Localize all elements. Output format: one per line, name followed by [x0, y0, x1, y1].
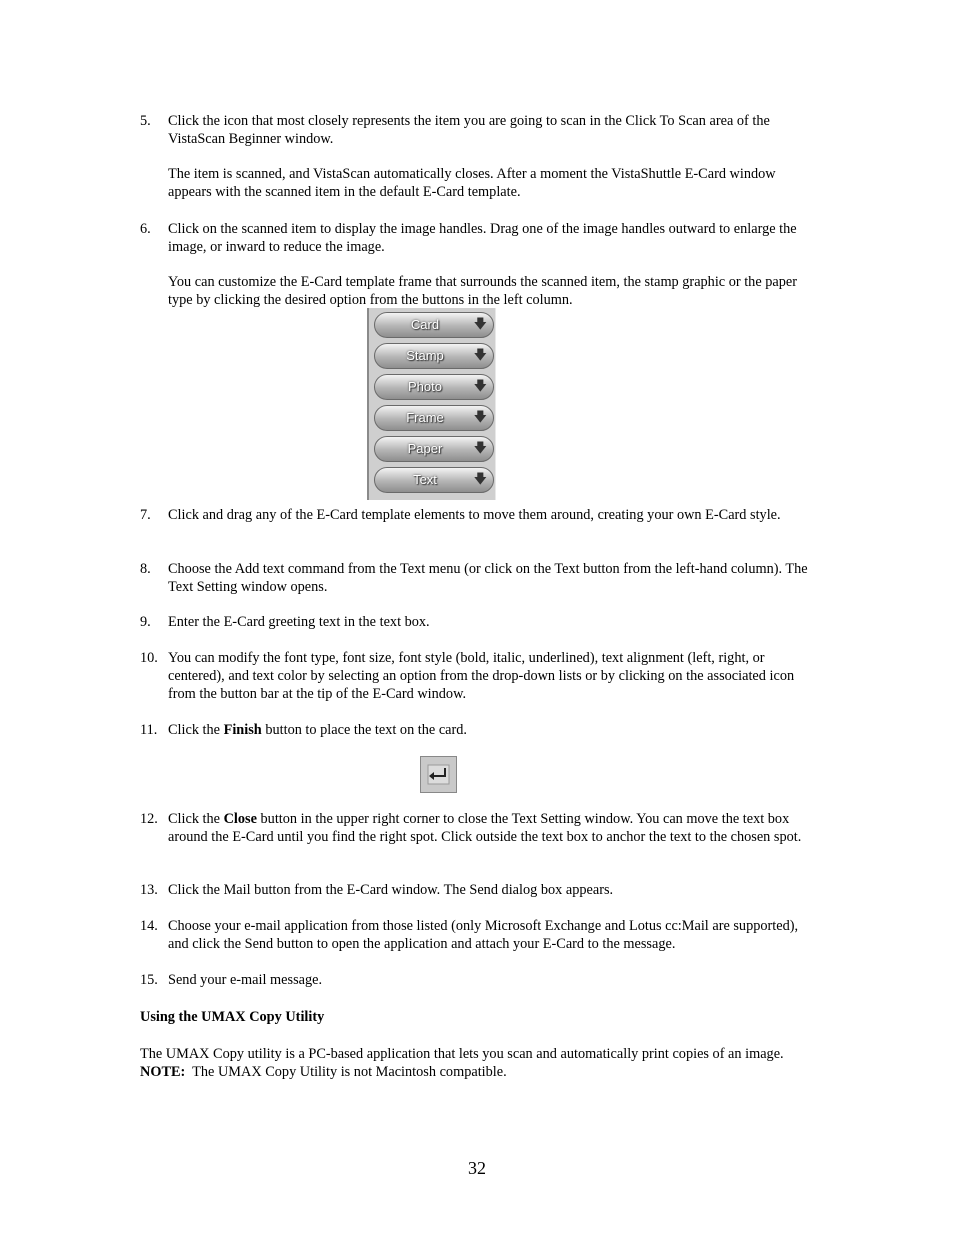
step-text: Enter the E-Card greeting text in the text box. — [168, 614, 430, 630]
step-text — [168, 810, 820, 846]
finish-button-icon — [420, 756, 457, 793]
step-10 — [140, 649, 820, 703]
button-label: Card — [410, 317, 440, 332]
step-11 — [140, 721, 820, 739]
enter-arrow-icon — [421, 757, 456, 792]
step-number: 11. — [140, 722, 158, 738]
step-text: Click on the scanned item to display the image handles. Drag one of the image handles outward to enlarge the image, or inward to reduce the image. — [168, 221, 797, 255]
button-label: Text — [413, 472, 437, 487]
step-number: 15. — [140, 972, 158, 988]
step-text: Click the Mail button from the E-Card window. The Send dialog box appears. — [168, 882, 614, 898]
step-text: Send your e-mail message. — [168, 972, 323, 988]
step-number: 8. — [140, 561, 151, 577]
step-number: 14. — [140, 918, 158, 934]
step-number: 9. — [140, 614, 151, 630]
step-text-pre: Click the — [168, 811, 224, 827]
step-number: 5. — [140, 113, 151, 129]
finish-label: Finish — [223, 722, 262, 738]
step-number: 10. — [140, 650, 158, 666]
step-8 — [140, 560, 820, 596]
section-intro: The UMAX Copy utility is a PC-based application that lets you scan and automatically print copies of an image. — [140, 1046, 784, 1062]
button-label: Frame — [406, 410, 444, 425]
down-arrow-icon: 🡇 — [473, 472, 487, 487]
step-text: You can customize the E-Card template frame that surrounds the scanned item, the stamp graphic or the paper type by clicking the desired option from the buttons in the left column. — [168, 274, 797, 308]
step-text-post: button to place the text on the card. — [261, 722, 468, 738]
step-5 — [140, 112, 820, 201]
down-arrow-icon: 🡇 — [473, 317, 487, 332]
card-button[interactable] — [374, 312, 494, 338]
step-7 — [140, 506, 820, 524]
step-number: 7. — [140, 507, 151, 523]
section-body — [140, 1045, 820, 1081]
step-14 — [140, 917, 820, 953]
button-label: Stamp — [406, 348, 444, 363]
paper-button[interactable] — [374, 436, 494, 462]
stamp-button[interactable] — [374, 343, 494, 369]
button-label: Photo — [408, 379, 442, 394]
down-arrow-icon: 🡇 — [473, 410, 487, 425]
step-12 — [140, 810, 820, 846]
section-note — [140, 1063, 820, 1081]
step-9 — [140, 613, 820, 631]
step-number: 13. — [140, 882, 158, 898]
step-text: Choose the Add text command from the Text menu (or click on the Text button from the left-hand column). The Text Setting window opens. — [168, 561, 808, 595]
down-arrow-icon: 🡇 — [473, 379, 487, 394]
note-text: The UMAX Copy Utility is not Macintosh compatible. — [185, 1064, 507, 1080]
down-arrow-icon: 🡇 — [473, 441, 487, 456]
note-label: NOTE: — [140, 1064, 186, 1080]
frame-button[interactable] — [374, 405, 494, 431]
step-text: Click the icon that most closely represents the item you are going to scan in the Click To Scan area of the VistaScan Beginner window. — [168, 113, 770, 147]
photo-button[interactable] — [374, 374, 494, 400]
button-label: Paper — [407, 441, 443, 456]
step-text — [168, 721, 820, 739]
step-number: 12. — [140, 811, 158, 827]
step-number: 6. — [140, 221, 151, 237]
step-15 — [140, 971, 820, 989]
step-13 — [140, 881, 820, 899]
down-arrow-icon: 🡇 — [473, 348, 487, 363]
step-text: Click and drag any of the E-Card template elements to move them around, creating your own E-Card style. — [168, 507, 781, 523]
step-text-pre: Click the — [168, 722, 224, 738]
step-text: You can modify the font type, font size, font style (bold, italic, underlined), text alignment (left, right, or centered), and text color by selecting an option from the drop-down lists or by clicking on the associated icon from the button bar at the tip of the E-Card window. — [168, 650, 795, 702]
step-text-post: button in the upper right corner to close the Text Setting window. You can move the text box around the E-Card until you find the right spot. Click outside the text box to anchor the text to the chosen spot. — [168, 811, 802, 845]
step-6 — [140, 220, 820, 309]
close-label: Close — [223, 811, 257, 827]
step-text: The item is scanned, and VistaScan automatically closes. After a moment the VistaShuttle E-Card window appears with the scanned item in the default E-Card template. — [168, 166, 776, 200]
step-text: Choose your e-mail application from those listed (only Microsoft Exchange and Lotus cc:Mail are supported), and click the Send button to open the application and attach your E-Card to the message. — [168, 918, 799, 952]
ecard-button-panel — [367, 308, 496, 500]
page-number: 32 — [468, 1158, 486, 1178]
section-heading: Using the UMAX Copy Utility — [140, 1009, 325, 1025]
text-button[interactable] — [374, 467, 494, 493]
